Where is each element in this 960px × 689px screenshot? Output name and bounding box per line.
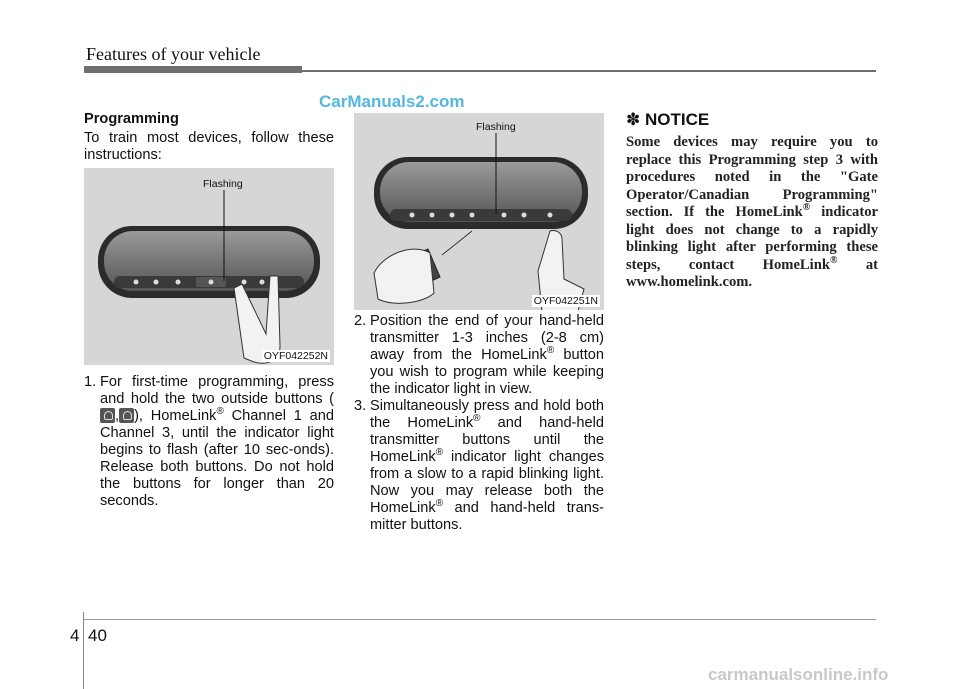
flashing-label: Flashing — [476, 121, 516, 133]
homelink-channel-1-icon — [100, 408, 115, 423]
notice-body: Some devices may require you to replace this Programming step 3 with procedures noted in the "Gate Operator/Canadian Programming" section. If the HomeLink® indicator light does not change to a rapidly blinking light after performing these steps, contact HomeLink® at www.homelink.com. — [626, 134, 878, 290]
page-number: 40 — [88, 626, 107, 645]
watermark-bottom: carmanualsonline.info — [708, 665, 889, 684]
watermark-top: CarManuals2.com — [319, 92, 465, 111]
step-1-block — [84, 374, 334, 510]
footer-rule — [84, 619, 876, 620]
step-number: 1. — [84, 374, 97, 390]
mirror-figure-transmitter — [354, 113, 604, 310]
left-column — [84, 111, 334, 164]
mirror-illustration — [84, 168, 334, 365]
notice-star-icon: ✽ — [626, 110, 641, 129]
page-header-title: Features of your vehicle — [86, 44, 261, 64]
homelink-channel-3-icon — [119, 408, 134, 423]
step-1: 1. For first-time programming, press and hold the two outside buttons (, ), HomeLink® Channel 1 and Channel 3, until the indicator light begins to flash (after 10 sec-onds). Release both buttons. Do not hold the buttons for longer than 20 seconds. — [84, 374, 335, 509]
notice-box — [626, 111, 878, 292]
intro-text: To train most devices, follow these instructions: — [84, 130, 334, 163]
header-rule-thick — [84, 66, 302, 73]
flashing-label: Flashing — [203, 178, 243, 190]
notice-heading: ✽ NOTICE — [626, 110, 710, 129]
mirror-transmitter-illustration — [354, 113, 604, 310]
mirror-figure-two-buttons — [84, 168, 334, 365]
step-2: 2. Position the end of your hand-held transmitter 1-3 inches (2-8 cm) away from the HomeLink® button you wish to program while keeping the indicator light in view. — [354, 313, 604, 397]
header-rule-thin — [302, 70, 876, 72]
footer-divider — [83, 612, 84, 689]
chapter-number: 4 — [70, 626, 80, 645]
step-3: 3. Simultaneously press and hold both the HomeLink® and hand-held transmitter buttons until the HomeLink® indicator light changes from a slow to a rapid blinking light. Now you may release both the HomeLink® and hand-held trans-mitter buttons. — [354, 398, 605, 533]
middle-column — [354, 313, 604, 534]
figure-code: OYF042251N — [533, 295, 598, 307]
section-heading: Programming — [84, 111, 179, 127]
figure-code: OYF042252N — [263, 350, 328, 362]
